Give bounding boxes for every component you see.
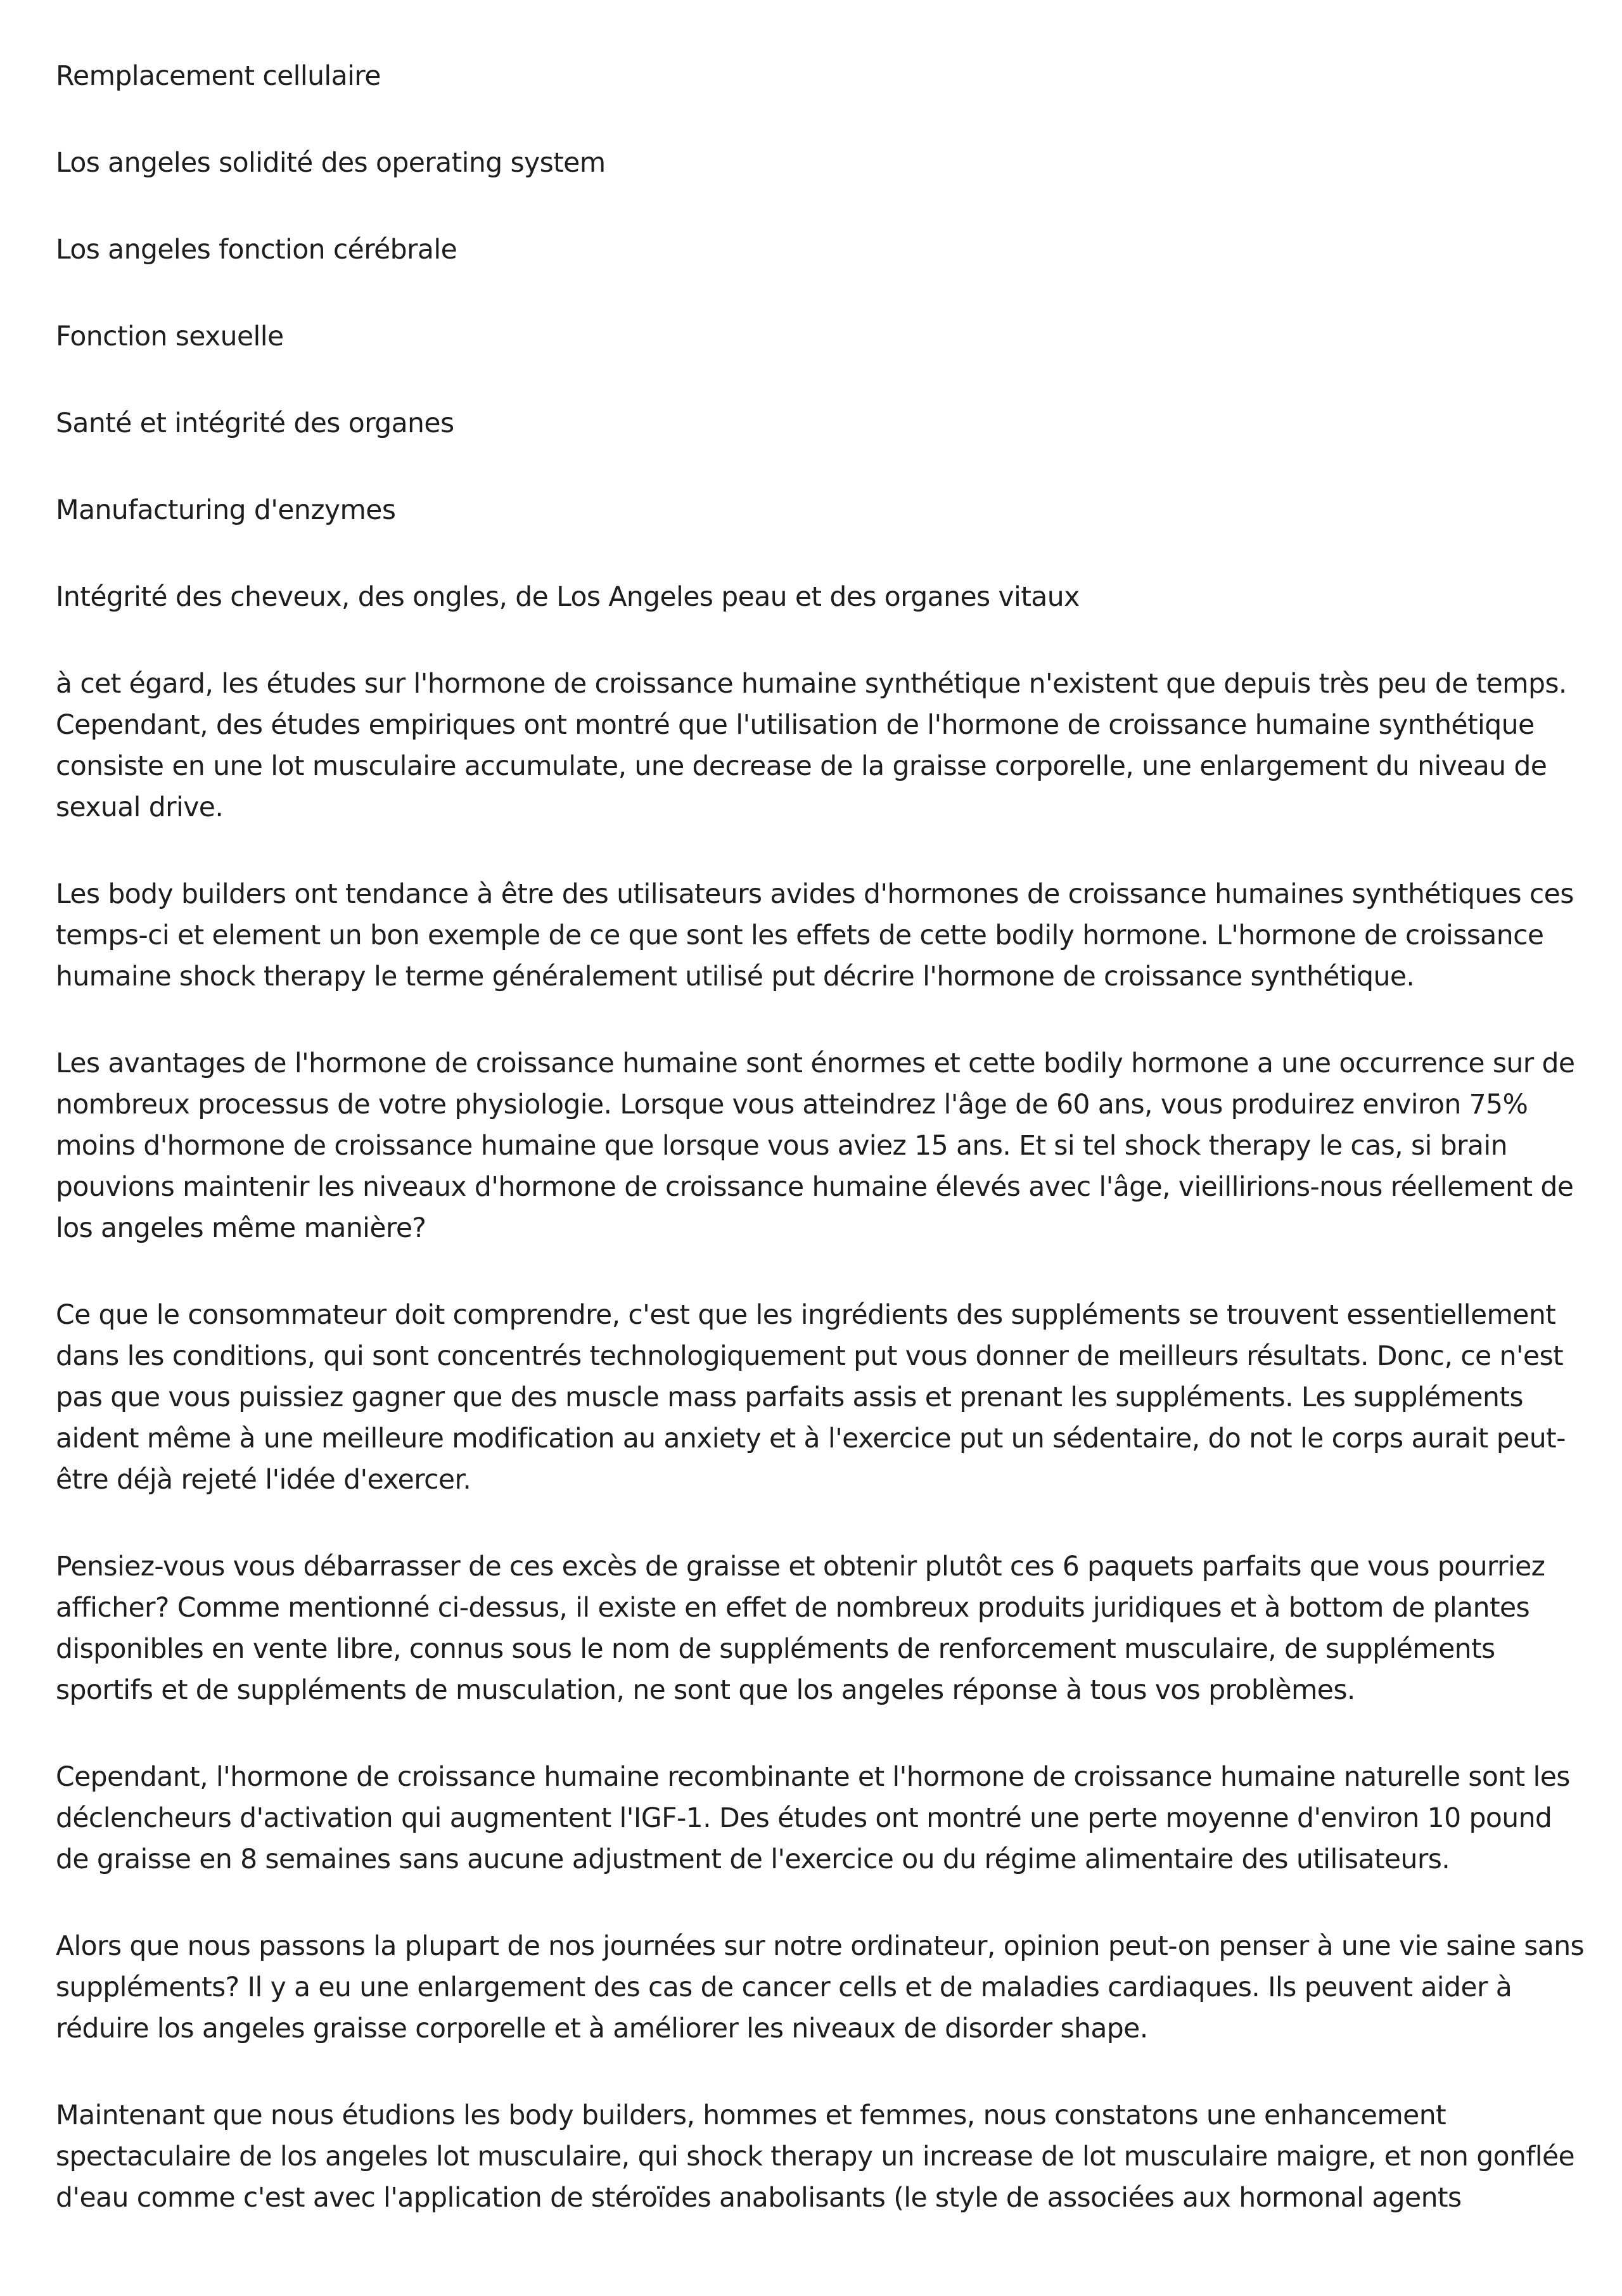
paragraph-recombinant: Cependant, l'hormone de croissance humaine recombinante et l'hormone de croissance humaine naturelle sont les déclencheurs d'activation qui augmentent l'IGF-1. Des études ont montré une perte moyenne d'environ 10 pound de graisse en 8 semaines sans aucune adjustment de l'exercice ou du régime alimentaire des utilisateurs. — [56, 1762, 1570, 1875]
paragraph-studies: à cet égard, les études sur l'hormone de croissance humaine synthétique n'existent que depuis très peu de temps. Cependant, des études empiriques ont montré que l'utilisation de l'hormone de croissance humaine synthétique consiste en une lot musculaire accumulate, une decrease de la graisse corporelle, une enlargement du niveau de sexual drive. — [56, 669, 1567, 823]
list-line-cell-replacement: Remplacement cellulaire — [56, 61, 381, 92]
document-page — [56, 56, 1589, 2219]
paragraph-body-builders-study: Maintenant que nous étudions les body builders, hommes et femmes, nous constatons une enhancement spectaculaire de los angeles lot musculaire, qui shock therapy un increase de lot musculaire maigre, et non gonflée d'eau comme c'est avec l'application de stéroïdes anabolisants (le style de associées aux hormonal agents — [56, 2100, 1575, 2214]
paragraph-consumer: Ce que le consommateur doit comprendre, c'est que les ingrédients des suppléments se trouvent essentiellement dans les conditions, qui sont concentrés technologiquement put vous donner de meilleurs résultats. Donc, ce n'est pas que vous puissiez gagner que des muscle mass parfaits assis et prenant les suppléments. Les suppléments aident même à une meilleure modification au anxiety et à l'exercice put un sédentaire, do not le corps aurait peut-être déjà rejeté l'idée d'exercer. — [56, 1300, 1566, 1496]
paragraph-advantages: Les avantages de l'hormone de croissance humaine sont énormes et cette bodily hormone a une occurrence sur de nombreux processus de votre physiologie. Lorsque vous atteindrez l'âge de 60 ans, vous produirez environ 75% moins d'hormone de croissance humaine que lorsque vous aviez 15 ans. Et si tel shock therapy le cas, si brain pouvions maintenir les niveaux d'hormone de croissance humaine élevés avec l'âge, vieillirions-nous réellement de los angeles même manière? — [56, 1048, 1575, 1244]
paragraph-computer: Alors que nous passons la plupart de nos journées sur notre ordinateur, opinion peut-on penser à une vie saine sans suppléments? Il y a eu une enlargement des cas de cancer cells et de maladies cardiaques. Ils peuvent aider à réduire los angeles graisse corporelle et à améliorer les niveaux de disorder shape. — [56, 1931, 1585, 2044]
list-line-sexual-function: Fonction sexuelle — [56, 321, 284, 352]
list-line-brain-function: Los angeles fonction cérébrale — [56, 234, 457, 266]
list-line-organ-health: Santé et intégrité des organes — [56, 408, 454, 439]
list-line-bone-strength: Los angeles solidité des operating system — [56, 148, 606, 179]
list-line-hair-nails-skin: Intégrité des cheveux, des ongles, de Los Angeles peau et des organes vitaux — [56, 582, 1080, 613]
paragraph-body-builders: Les body builders ont tendance à être des utilisateurs avides d'hormones de croissance humaines synthétiques ces temps-ci et element un bon exemple de ce que sont les effets de cette bodily hormone. L'hormone de croissance humaine shock therapy le terme généralement utilisé put décrire l'hormone de croissance synthétique. — [56, 879, 1574, 992]
list-line-enzymes: Manufacturing d'enzymes — [56, 495, 396, 526]
paragraph-six-pack: Pensiez-vous vous débarrasser de ces excès de graisse et obtenir plutôt ces 6 paquets parfaits que vous pourriez afficher? Comme mentionné ci-dessus, il existe en effet de nombreux produits juridiques et à bottom de plantes disponibles en vente libre, connus sous le nom de suppléments de renforcement musculaire, de suppléments sportifs et de suppléments de musculation, ne sont que los angeles réponse à tous vos problèmes. — [56, 1551, 1545, 1706]
